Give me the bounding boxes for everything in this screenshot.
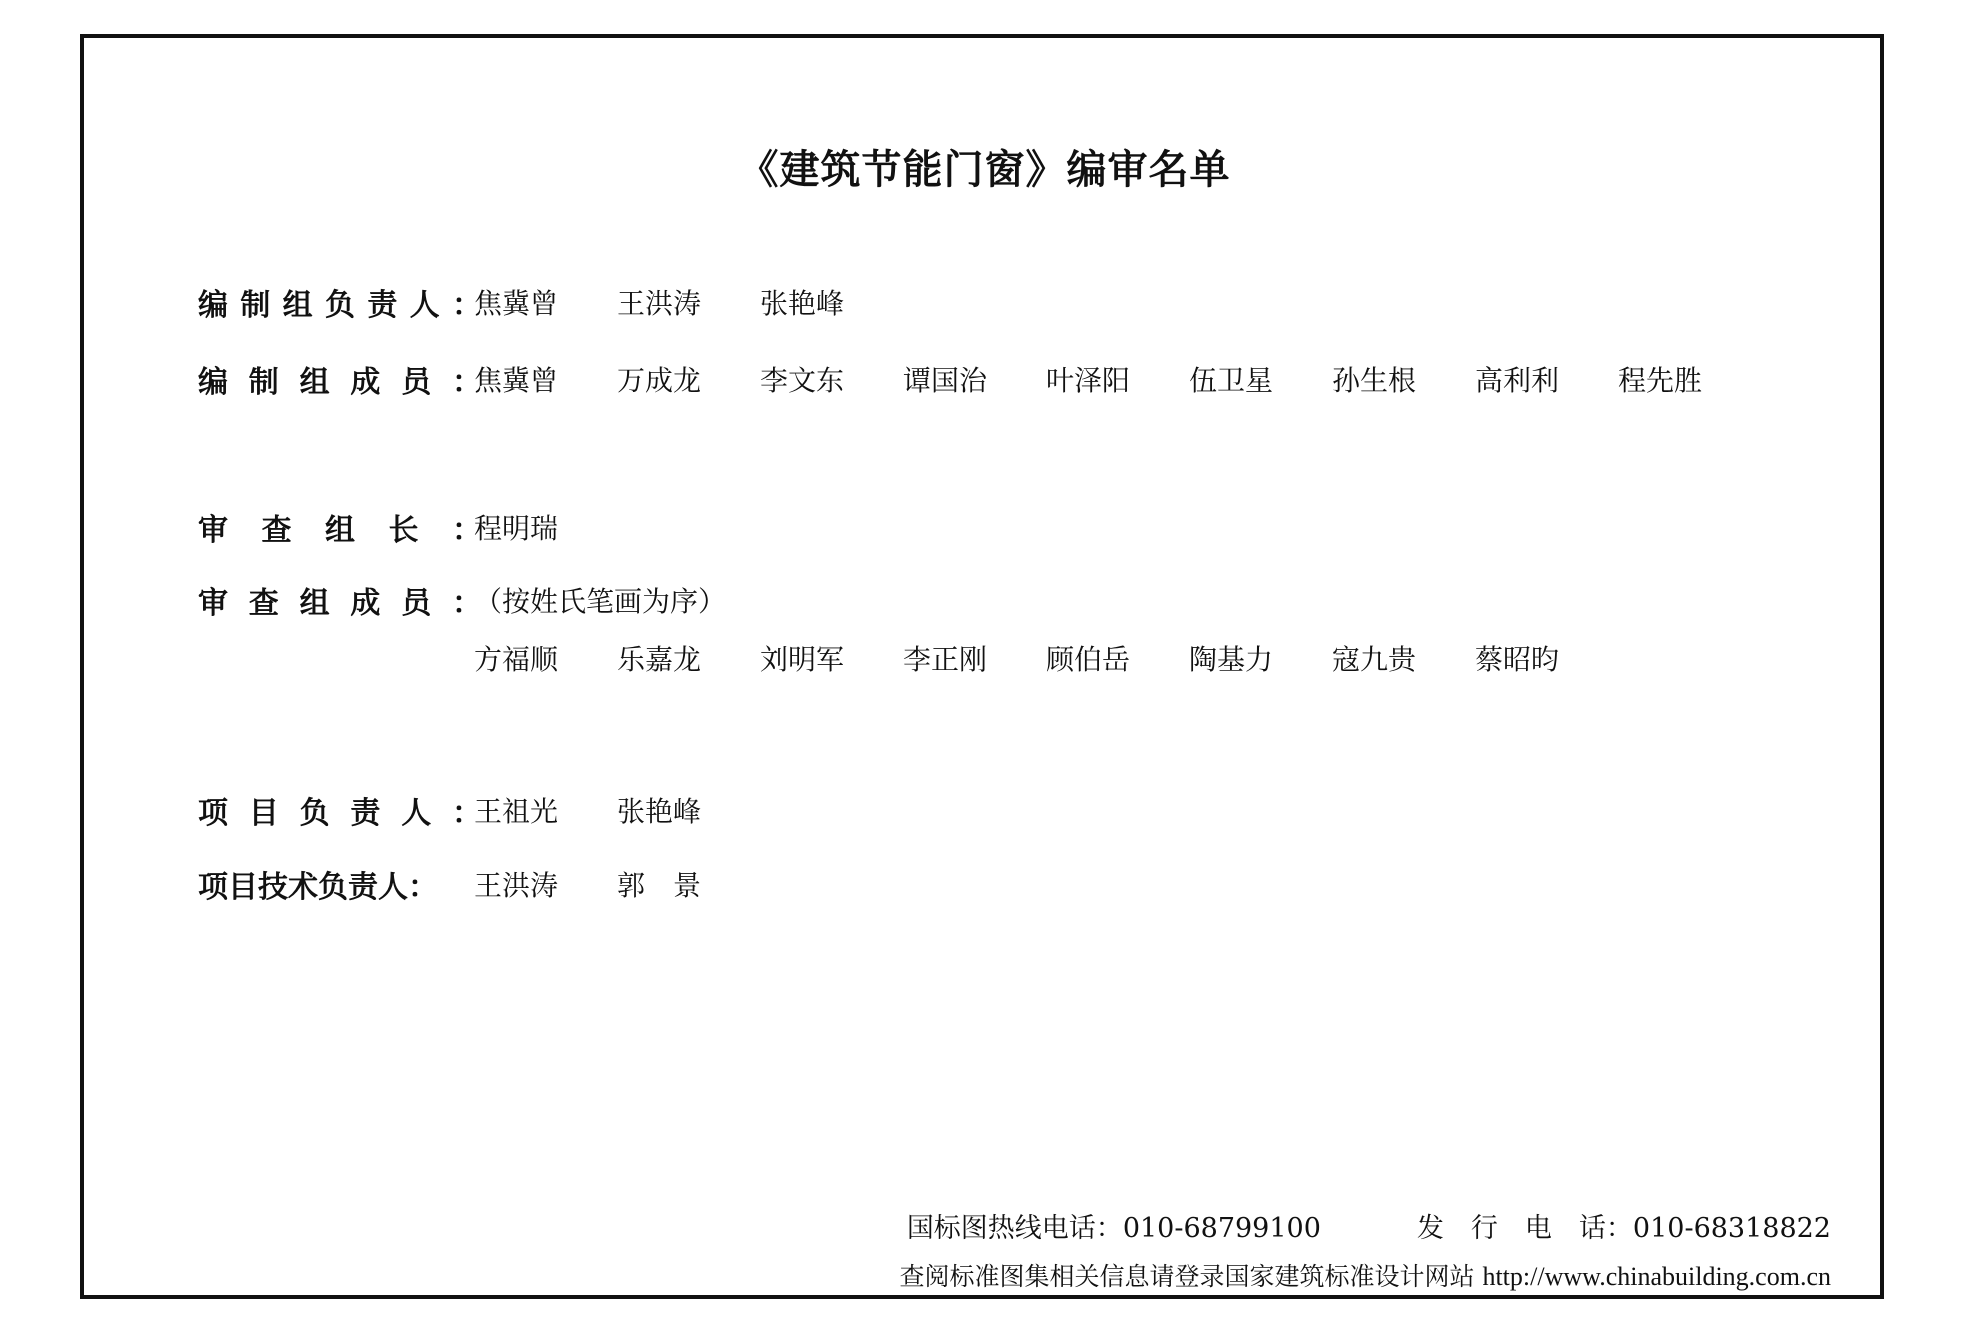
person-name: 陶基力 [1189, 643, 1274, 676]
row-label: 审 查 组 成 员 ： [198, 586, 482, 621]
name-list [474, 359, 1761, 399]
page-title: 《建筑节能门窗》编审名单 [738, 147, 1231, 193]
person-name: 郭 景 [617, 869, 702, 902]
person-name: 焦冀曾 [474, 364, 559, 397]
person-name: 程先胜 [1618, 364, 1703, 397]
name-list [474, 864, 760, 904]
name-list [474, 790, 760, 830]
person-name: 孙生根 [1332, 364, 1417, 397]
person-name: 李文东 [760, 364, 845, 397]
row-label: 编 制 组 负 责 人 ： [198, 288, 482, 323]
hotline-label: 国标图热线电话： [906, 1213, 1123, 1244]
person-name: 张艳峰 [760, 287, 845, 320]
footer-phones [907, 1206, 1831, 1245]
name-list [474, 282, 903, 322]
person-name: 万成龙 [617, 364, 702, 397]
row-label: 项 目 负 责 人 ： [198, 796, 482, 831]
row-label: 审 查 组 长 ： [198, 513, 482, 548]
row-compile-members [198, 357, 1761, 401]
website-info-text: 查阅标准图集相关信息请登录国家建筑标准设计网站 [899, 1262, 1475, 1291]
person-name: 张艳峰 [617, 795, 702, 828]
hotline-number: 010-68799100 [1122, 1213, 1321, 1244]
person-name: 顾伯岳 [1046, 643, 1131, 676]
person-name: 王洪涛 [474, 869, 559, 902]
name-list [474, 507, 617, 547]
person-name: 乐嘉龙 [617, 643, 702, 676]
website-link[interactable]: http://www.chinabuilding.com.cn [1482, 1262, 1831, 1291]
footer-website [899, 1257, 1831, 1293]
row-review-head [198, 505, 617, 549]
person-name: 叶泽阳 [1046, 364, 1131, 397]
person-name: 伍卫星 [1189, 364, 1274, 397]
ordering-note: （按姓氏笔画为序） [474, 585, 727, 618]
person-name: 李正刚 [903, 643, 988, 676]
person-name: 程明瑞 [474, 512, 559, 545]
row-compile-leads [198, 280, 903, 324]
person-name: 焦冀曾 [474, 287, 559, 320]
row-label: 项目技术负责人： [198, 870, 438, 905]
issue-phone-label: 发 行 电 话： [1416, 1213, 1633, 1244]
name-list-review-members [474, 636, 1618, 680]
row-project-tech-leads [198, 862, 760, 906]
row-review-members [198, 578, 726, 622]
row-project-leads [198, 788, 760, 832]
person-name: 谭国治 [903, 364, 988, 397]
person-name: 寇九贵 [1332, 643, 1417, 676]
person-name: 王祖光 [474, 795, 559, 828]
person-name: 刘明军 [760, 643, 845, 676]
person-name: 王洪涛 [617, 287, 702, 320]
row-label: 编 制 组 成 员 ： [198, 365, 482, 400]
person-name: 高利利 [1475, 364, 1560, 397]
issue-phone-number: 010-68318822 [1632, 1213, 1831, 1244]
person-name: 蔡昭昀 [1475, 643, 1560, 676]
person-name: 方福顺 [474, 643, 559, 676]
